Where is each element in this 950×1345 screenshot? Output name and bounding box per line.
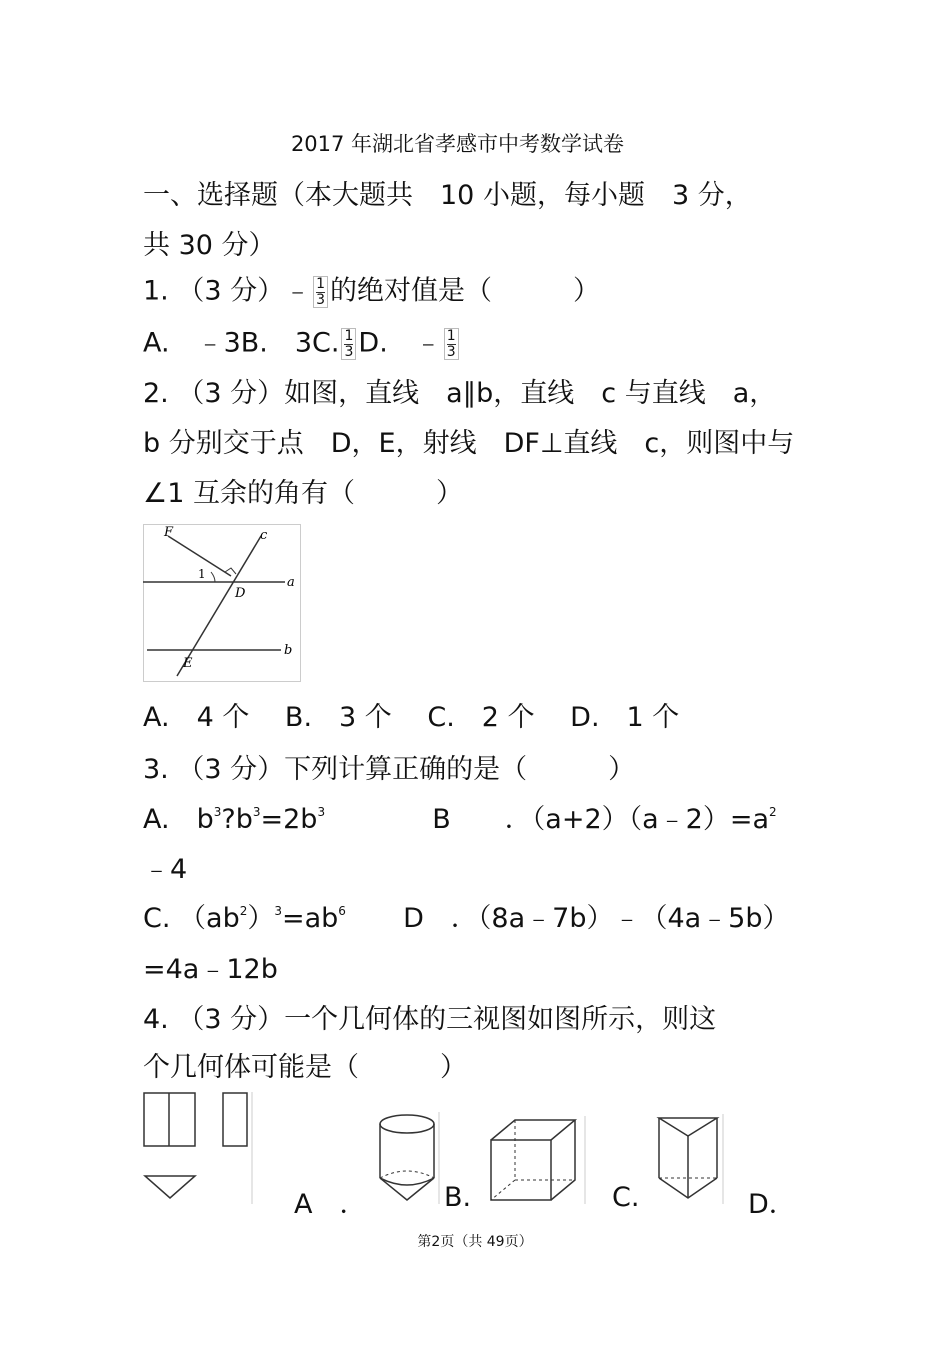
q1-stem-after: 的绝对值是（ ） — [330, 275, 601, 307]
q4-option-a-figure — [376, 1112, 440, 1204]
q2-figure — [143, 524, 301, 682]
q2-label-c: c — [260, 528, 268, 543]
q4-option-c-label: C. — [612, 1182, 640, 1213]
question-3-optd-cont: =4a﹣12b — [143, 954, 278, 985]
q1-fraction — [313, 276, 328, 308]
question-3-options-cd: C. $(ab^2)^3=ab^6$ D ．（8a﹣7b）﹣（4a﹣5b） — [143, 903, 790, 934]
q2-label-b: b — [284, 643, 293, 658]
page-title: 2017 年湖北省孝感市中考数学试卷 — [290, 132, 625, 156]
q2-label-E: E — [183, 656, 193, 671]
q1-optc-fraction: $\frac{1}{3}$ — [341, 328, 356, 360]
question-1-options — [143, 328, 461, 360]
question-2-line2: b 分别交于点 D，E，射线 DF⊥直线 c，则图中与 — [143, 428, 795, 459]
q4-option-a-label: A ． — [294, 1189, 367, 1220]
q1-stem-before: 1. （3 分）﹣ — [143, 275, 312, 307]
q1-frac-den: 3 — [316, 291, 326, 308]
question-4-line1: 4. （3 分）一个几何体的三视图如图所示，则这 — [143, 1004, 717, 1035]
question-3-stem: 3. （3 分）下列计算正确的是（ ） — [143, 754, 636, 785]
q4-option-d-label: D． — [748, 1189, 796, 1220]
q1-optd-fraction: $\frac{1}{3}$ — [444, 328, 459, 360]
question-1-stem — [143, 276, 600, 308]
q2-label-1: 1 — [198, 567, 206, 581]
question-2-options: A. 4 个 B. 3 个 C. 2 个 D. 1 个 — [143, 702, 680, 733]
q2-label-F: F — [164, 525, 174, 540]
q4-option-b-figure — [488, 1116, 588, 1204]
question-2-line3: ∠1 互余的角有（ ） — [143, 478, 463, 509]
q2-label-a: a — [287, 575, 295, 590]
page-footer: 第2页（共 49页） — [417, 1234, 533, 1250]
q1-frac-num: 1 — [316, 276, 326, 292]
section-heading-line1: 一、选择题（本大题共 10 小题，每小题 3 分， — [143, 180, 752, 211]
q4-option-c-figure — [656, 1114, 726, 1204]
question-2-line1: 2. （3 分）如图，直线 a∥b，直线 c 与直线 a， — [143, 378, 777, 409]
question-4-line2: 个几何体可能是（ ） — [143, 1052, 467, 1083]
q2-label-D: D — [235, 586, 246, 601]
q1-options-d: D. ﹣ — [358, 327, 442, 359]
q4-option-b-label: B. — [444, 1182, 472, 1213]
question-3-options-ab: A. $b^3?b^3=2b^3$ B ．$(a+2)(a﹣2)=a^2$ — [143, 804, 777, 835]
question-3-optb-cont: ﹣4 — [143, 854, 188, 885]
section-heading-line2: 共 30 分） — [143, 230, 276, 261]
q4-three-views — [143, 1092, 255, 1204]
q1-options-ab: A. ﹣3B. 3C. — [143, 327, 340, 359]
